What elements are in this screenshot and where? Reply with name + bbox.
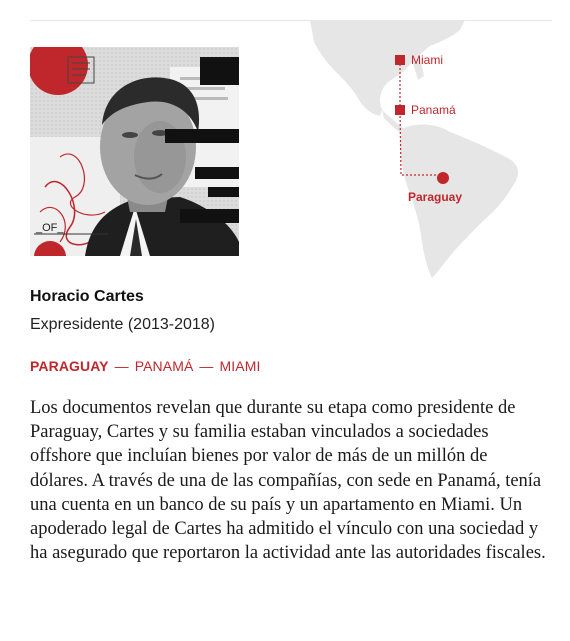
miami-marker xyxy=(395,55,405,65)
portrait-caption-fragment: _OF_ xyxy=(36,222,64,234)
route-stop-miami: MIAMI xyxy=(219,358,261,374)
person-name: Horacio Cartes xyxy=(30,288,144,305)
route-origin: PARAGUAY xyxy=(30,358,109,374)
route-separator: — xyxy=(114,358,129,374)
route-stop-panama: PANAMÁ xyxy=(134,358,194,374)
article-body: Los documentos revelan que durante su etapa como presidente de Paraguay, Cartes y su familia estaban vinculados a sociedades offshore que incluían bienes por valor de más de un millón de dólares. A través de una de las compañías, con sede en Panamá, tenía una cuenta en un banco de su país y un apartamento en Miami. Un apoderado legal de Cartes ha admitido el vínculo con una sociedad y ha asegurado que reportaron la actividad ante las autoridades fiscales. xyxy=(30,398,546,564)
panama-marker xyxy=(395,105,405,115)
portrait-image xyxy=(30,47,239,256)
person-role: Expresidente (2013-2018) xyxy=(30,316,216,333)
paraguay-label: Paraguay xyxy=(408,190,463,204)
route-map xyxy=(300,20,562,282)
miami-label: Miami xyxy=(411,53,443,67)
route-separator: — xyxy=(199,358,214,374)
route-line xyxy=(30,358,260,374)
paraguay-marker xyxy=(437,172,449,184)
panama-label: Panamá xyxy=(411,103,456,117)
